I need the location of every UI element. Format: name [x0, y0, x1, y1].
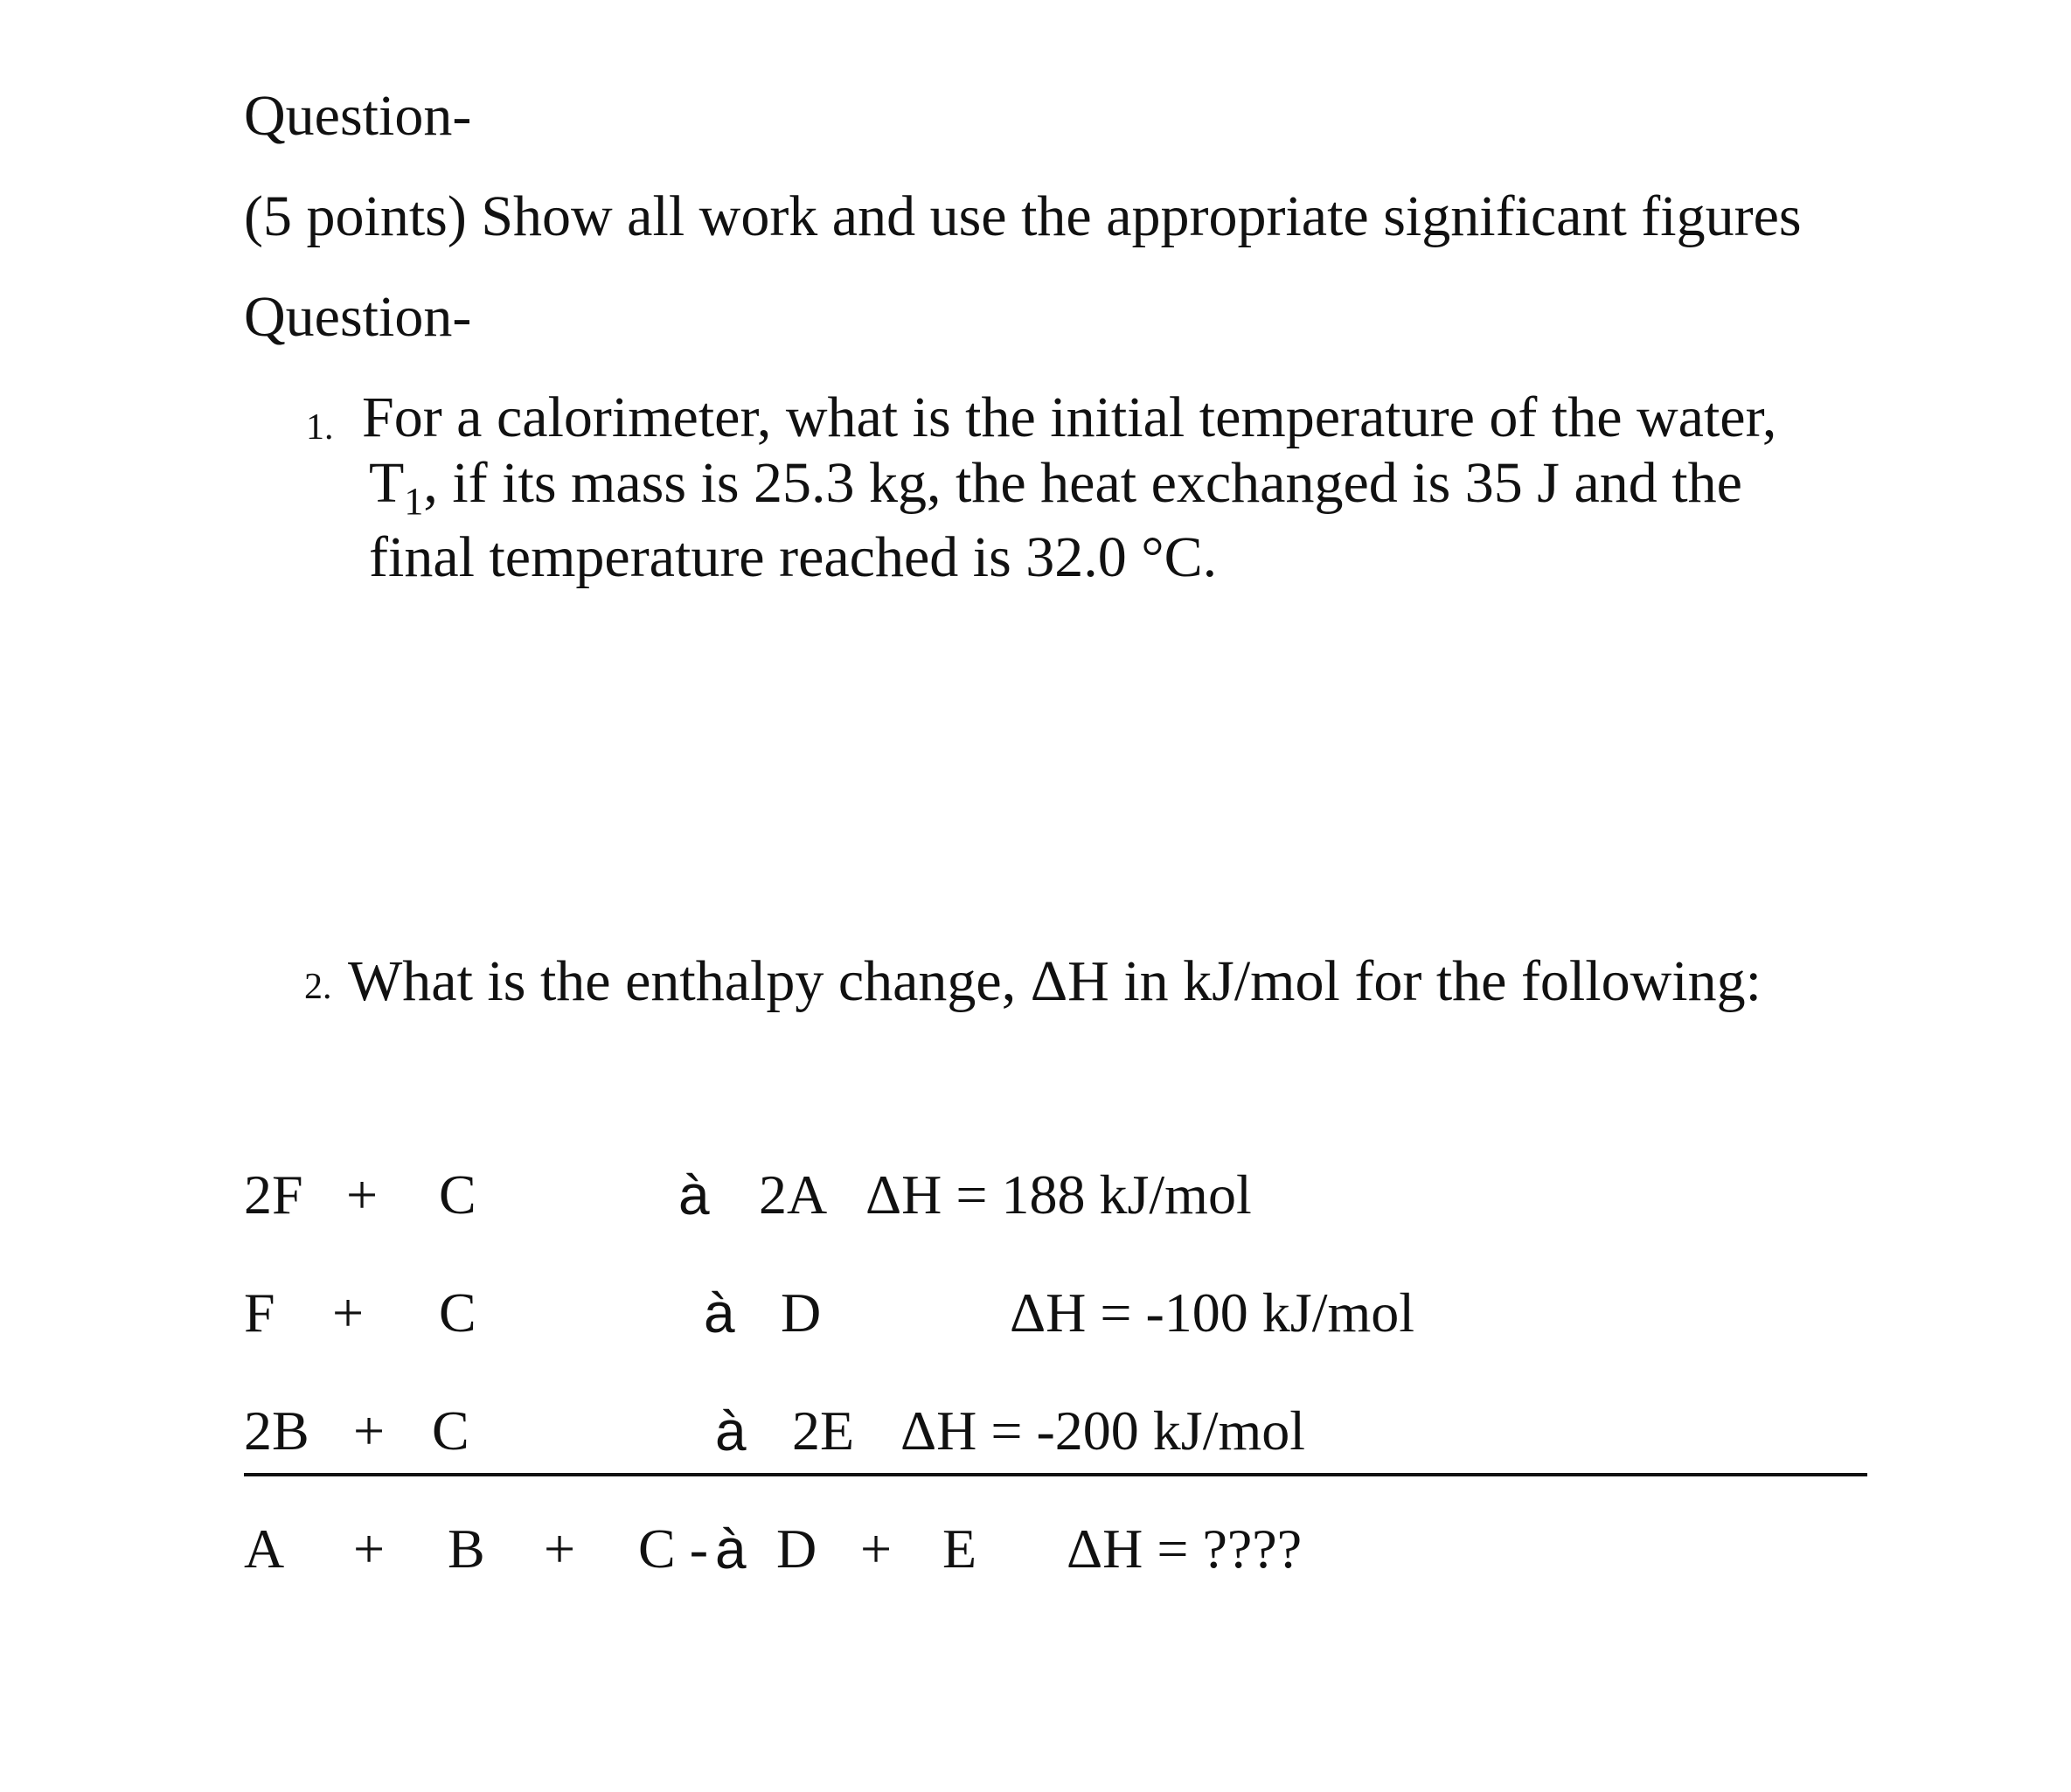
reaction-1-plus: +	[346, 1163, 379, 1226]
reaction-3-arrow: à	[715, 1400, 747, 1462]
question-2-number: 2.	[304, 967, 332, 1007]
reaction-2-delta-h: ΔH = -100 kJ/mol	[1010, 1281, 1415, 1344]
reaction-1-reactant-1: 2F	[244, 1163, 303, 1226]
reaction-1-reactant-2: C	[439, 1163, 476, 1226]
target-reactant-b: B	[448, 1518, 485, 1580]
question-1-line-2	[369, 451, 1742, 523]
question-2-text: What is the enthalpy change, ΔH in kJ/mol for the following:	[348, 949, 1762, 1013]
target-plus-1: +	[353, 1518, 386, 1580]
reaction-1-delta-h: ΔH = 188 kJ/mol	[865, 1163, 1252, 1226]
question-1-line-2-rest: , if its mass is 25.3 kg, the heat exchanged is 35 J and the	[423, 451, 1742, 515]
reaction-2-reactant-2: C	[439, 1281, 476, 1344]
instructions: (5 points) Show all work and use the appropriate significant figures	[244, 184, 1802, 248]
reaction-3-reactant-1: 2B	[244, 1400, 309, 1462]
target-delta-h: ΔH = ????	[1067, 1518, 1303, 1580]
reaction-1-arrow: à	[678, 1163, 710, 1226]
t-symbol: T	[369, 451, 405, 515]
question-1-line-1: For a calorimeter, what is the initial temperature of the water,	[362, 385, 1777, 449]
reaction-3-reactant-2: C	[432, 1400, 469, 1462]
reaction-3-plus: +	[353, 1400, 386, 1462]
target-arrow: à	[715, 1518, 747, 1580]
reaction-2-arrow: à	[704, 1281, 735, 1344]
question-label-1: Question-	[244, 84, 472, 148]
reaction-3-delta-h: ΔH = -200 kJ/mol	[900, 1400, 1306, 1462]
reaction-3-product: 2E	[792, 1400, 855, 1462]
question-1-number: 1.	[306, 407, 334, 448]
reaction-2-reactant-1: F	[244, 1281, 275, 1344]
target-reactant-c: C -	[638, 1518, 708, 1580]
target-plus-3: +	[860, 1518, 893, 1580]
reaction-1-product: 2A	[759, 1163, 828, 1226]
target-reactant-a: A	[244, 1518, 285, 1580]
target-plus-2: +	[544, 1518, 576, 1580]
sum-rule	[244, 1473, 1867, 1476]
question-label-2: Question-	[244, 285, 472, 349]
target-product-d: D	[776, 1518, 817, 1580]
reaction-2-plus: +	[332, 1281, 365, 1344]
target-product-e: E	[942, 1518, 977, 1580]
question-1-line-3: final temperature reached is 32.0 °C.	[369, 525, 1218, 589]
reaction-2-product: D	[781, 1281, 822, 1344]
t-subscript: 1	[404, 480, 424, 523]
